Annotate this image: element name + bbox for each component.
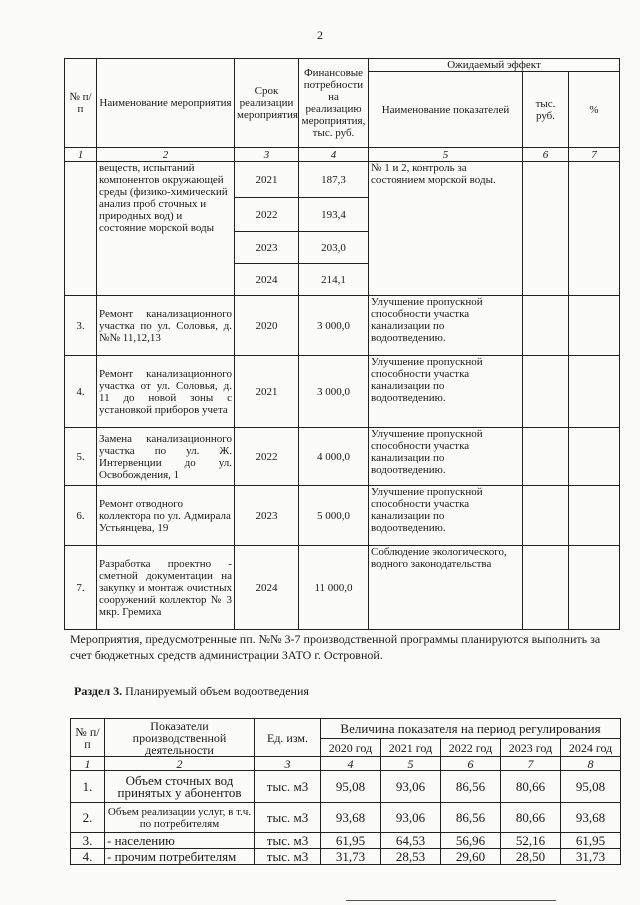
row-effect: Соблюдение экологического, водного законодательства	[369, 546, 523, 630]
wastewater-volume-table	[70, 718, 621, 865]
t2-value: 31,73	[561, 849, 621, 865]
cont-year: 2021	[235, 162, 299, 198]
page-number: 2	[317, 28, 323, 42]
header-name: Наименование мероприятия	[97, 59, 235, 148]
t2-col-number: 3	[255, 757, 321, 771]
cont-year: 2024	[235, 264, 299, 296]
cont-amount: 214,1	[299, 264, 369, 296]
row-num: 4.	[65, 356, 97, 428]
col-number: 5	[369, 148, 523, 162]
t2-value: 64,53	[381, 833, 441, 849]
section-3-prefix: Раздел 3.	[74, 684, 123, 698]
row-name: Ремонт канализационного участка по ул. Соловья, д. №№ 11,12,13	[97, 296, 235, 356]
t2-header-unit: Ед. изм.	[255, 719, 321, 757]
row-num: 5.	[65, 428, 97, 486]
row-effect: Улучшение пропускной способности участка канализации по водоотведению.	[369, 486, 523, 546]
header-finance: Финансовые потребности на реализацию мероприятия, тыс. руб.	[299, 59, 369, 148]
col-number: 3	[235, 148, 299, 162]
header-term: Срок реализации мероприятия	[235, 59, 299, 148]
row-num: 7.	[65, 546, 97, 630]
t2-year-header: 2023 год	[501, 739, 561, 757]
t2-row-unit: тыс. м3	[255, 849, 321, 865]
row-name: Замена канализационного участка по ул. Ж. Интервенции до ул. Освобождения, 1	[97, 428, 235, 486]
t2-row-unit: тыс. м3	[255, 771, 321, 803]
section-3-title: Планируемый объем водоотведения	[122, 684, 309, 698]
row-name: Ремонт отводного коллектора по ул. Адмирала Устьянцева, 19	[97, 486, 235, 546]
col-number: 7	[569, 148, 620, 162]
t2-value: 56,96	[441, 833, 501, 849]
t2-col-number: 7	[501, 757, 561, 771]
t2-col-number: 2	[105, 757, 255, 771]
col-number: 6	[523, 148, 569, 162]
t2-row-name: Объем реализации услуг, в т.ч. по потребителям	[105, 803, 255, 833]
t2-year-header: 2024 год	[561, 739, 621, 757]
t2-row-name: - населению	[105, 833, 255, 849]
cont-amount: 193,4	[299, 198, 369, 232]
row-effect: Улучшение пропускной способности участка канализации по водоотведению.	[369, 428, 523, 486]
row-year: 2020	[235, 296, 299, 356]
header-effect: Ожидаемый эффект	[369, 59, 620, 72]
t2-value: 28,50	[501, 849, 561, 865]
t2-value: 80,66	[501, 771, 561, 803]
row-effect: Улучшение пропускной способности участка канализации по водоотведению.	[369, 296, 523, 356]
t2-value: 52,16	[501, 833, 561, 849]
t2-value: 86,56	[441, 803, 501, 833]
t2-row-name: - прочим потребителям	[105, 849, 255, 865]
row-amount: 4 000,0	[299, 428, 369, 486]
row-name: Разработка проектно - сметной документации на закупку и монтаж очистных сооружений коллектор № 3 мкр. Гремиха	[97, 546, 235, 630]
t2-value: 93,68	[321, 803, 381, 833]
t2-col-number: 4	[321, 757, 381, 771]
t2-value: 86,56	[441, 771, 501, 803]
cont-name: веществ, испытаний компонентов окружающей среды (физико-химический анализ проб сточных и природных вод) и состояние морской воды	[97, 162, 235, 296]
t2-value: 80,66	[501, 803, 561, 833]
t2-col-number: 1	[71, 757, 105, 771]
t2-value: 95,08	[561, 771, 621, 803]
t2-value: 61,95	[321, 833, 381, 849]
t2-row-unit: тыс. м3	[255, 833, 321, 849]
t2-value: 93,06	[381, 771, 441, 803]
t2-year-header: 2020 год	[321, 739, 381, 757]
col-number: 4	[299, 148, 369, 162]
cont-effect: № 1 и 2, контроль за состоянием морской воды.	[369, 162, 523, 296]
row-year: 2023	[235, 486, 299, 546]
row-amount: 3 000,0	[299, 296, 369, 356]
row-amount: 5 000,0	[299, 486, 369, 546]
t2-year-header: 2021 год	[381, 739, 441, 757]
t2-row-num: 4.	[71, 849, 105, 865]
col-number: 1	[65, 148, 97, 162]
row-num: 6.	[65, 486, 97, 546]
t2-header-indicator: Показатели производственной деятельности	[105, 719, 255, 757]
t2-row-num: 2.	[71, 803, 105, 833]
t2-year-header: 2022 год	[441, 739, 501, 757]
t2-value: 95,08	[321, 771, 381, 803]
cont-num	[65, 162, 97, 296]
row-effect: Улучшение пропускной способности участка канализации по водоотведению.	[369, 356, 523, 428]
row-num: 3.	[65, 296, 97, 356]
t2-row-unit: тыс. м3	[255, 803, 321, 833]
header-indicators: Наименование показателей	[369, 72, 523, 148]
t2-value: 29,60	[441, 849, 501, 865]
t2-col-number: 6	[441, 757, 501, 771]
header-num: № п/п	[65, 59, 97, 148]
t2-value: 61,95	[561, 833, 621, 849]
t2-header-num: № п/п	[71, 719, 105, 757]
measures-table	[64, 58, 620, 630]
footer-rule	[346, 900, 556, 901]
col-number: 2	[97, 148, 235, 162]
t2-value: 93,06	[381, 803, 441, 833]
row-amount: 11 000,0	[299, 546, 369, 630]
row-year: 2021	[235, 356, 299, 428]
row-year: 2024	[235, 546, 299, 630]
t2-row-name: Объем сточных вод принятых у абонентов	[105, 771, 255, 803]
t2-row-num: 1.	[71, 771, 105, 803]
cont-amount: 187,3	[299, 162, 369, 198]
t2-col-number: 8	[561, 757, 621, 771]
cont-amount: 203,0	[299, 232, 369, 264]
header-thousand-rub: тыс. руб.	[523, 72, 569, 148]
funding-note: Мероприятия, предусмотренные пп. №№ 3-7 производственной программы планируются выполнить за счет бюджетных средств администрации ЗАТО г. Островной.	[70, 632, 601, 662]
header-percent: %	[569, 72, 620, 148]
cont-year: 2023	[235, 232, 299, 264]
t2-col-number: 5	[381, 757, 441, 771]
section-3-heading	[74, 684, 309, 699]
t2-header-period: Величина показателя на период регулирования	[321, 719, 621, 739]
row-name: Ремонт канализационного участка от ул. Соловья, д. 11 до новой зоны с установкой приборов учета	[97, 356, 235, 428]
row-year: 2022	[235, 428, 299, 486]
cont-year: 2022	[235, 198, 299, 232]
t2-value: 31,73	[321, 849, 381, 865]
t2-value: 28,53	[381, 849, 441, 865]
row-amount: 3 000,0	[299, 356, 369, 428]
t2-row-num: 3.	[71, 833, 105, 849]
t2-value: 93,68	[561, 803, 621, 833]
